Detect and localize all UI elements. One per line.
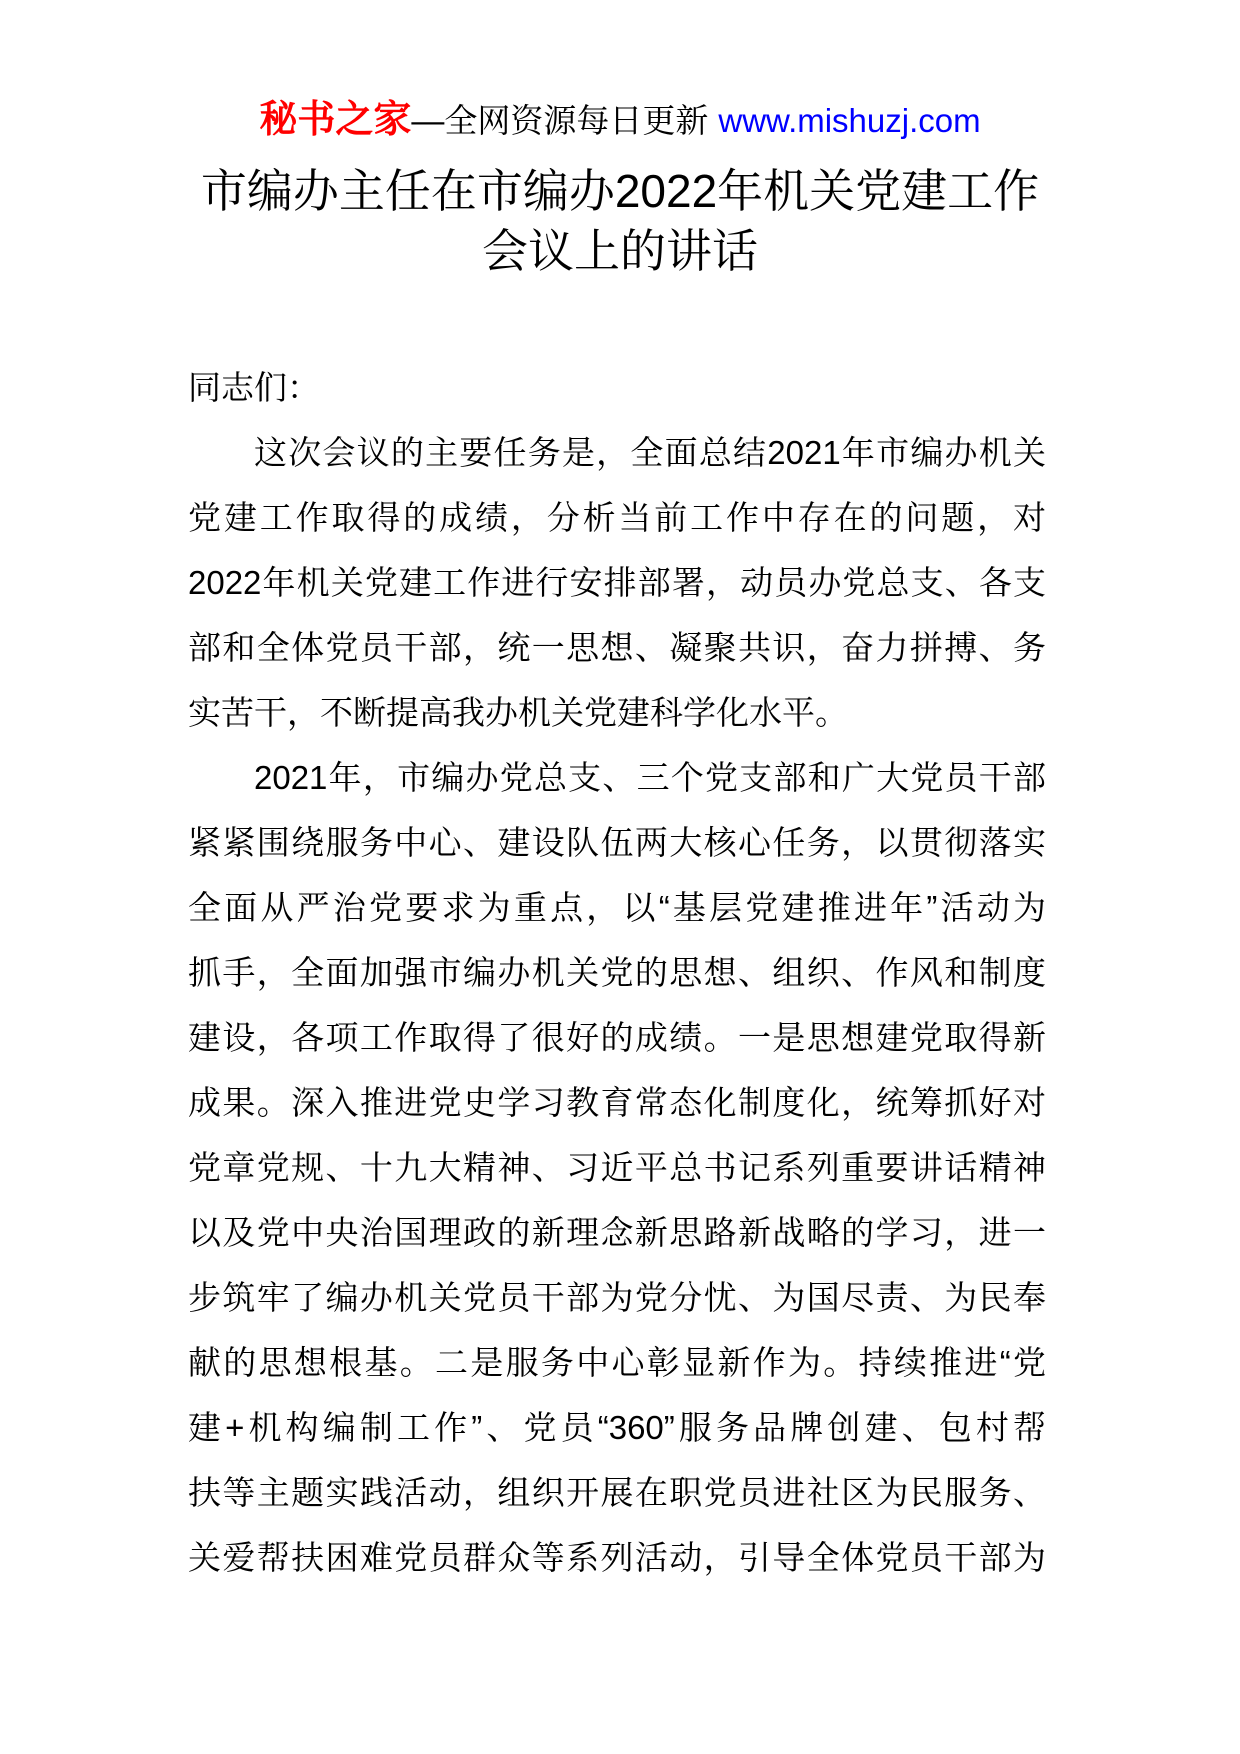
text-line: 全面从严治党要求为重点，以“基层党建推进年”活动为 xyxy=(188,889,1046,926)
site-brand: 秘书之家 xyxy=(259,99,412,141)
document-title-line: 会议上的讲话 xyxy=(482,225,758,277)
paragraph xyxy=(188,420,1046,745)
text-line: 建+机构编制工作”、党员“360”服务品牌创建、包村帮 xyxy=(188,1409,1046,1446)
document-title-line: 市编办主任在市编办2022年机关党建工作 xyxy=(200,165,1040,217)
text-line: 2022年机关党建工作进行安排部署，动员办党总支、各支 xyxy=(188,564,1046,601)
document-body xyxy=(188,355,1046,1590)
text-line: 建设，各项工作取得了很好的成绩。一是思想建党取得新 xyxy=(188,1019,1046,1056)
text-line: 步筑牢了编办机关党员干部为党分忧、为国尽责、为民奉 xyxy=(188,1279,1046,1316)
text-line: 献的思想根基。二是服务中心彰显新作为。持续推进“党 xyxy=(188,1344,1046,1381)
paragraph xyxy=(188,745,1046,1590)
text-line: 党章党规、十九大精神、习近平总书记系列重要讲话精神 xyxy=(188,1149,1046,1186)
site-url-link[interactable]: www.mishuzj.com xyxy=(718,102,981,139)
text-line: 抓手，全面加强市编办机关党的思想、组织、作风和制度 xyxy=(188,954,1046,991)
salutation: 同志们： xyxy=(188,369,320,406)
text-line: 部和全体党员干部，统一思想、凝聚共识，奋力拼搏、务 xyxy=(188,629,1046,666)
text-line: 这次会议的主要任务是，全面总结2021年市编办机关 xyxy=(254,434,1046,471)
text-line: 实苦干，不断提高我办机关党建科学化水平。 xyxy=(188,694,848,731)
site-tagline: —全网资源每日更新 xyxy=(411,102,709,139)
text-line: 以及党中央治国理政的新理念新思路新战略的学习，进一 xyxy=(188,1214,1046,1251)
document-title xyxy=(100,161,1140,281)
text-line: 紧紧围绕服务中心、建设队伍两大核心任务，以贯彻落实 xyxy=(188,824,1046,861)
text-line: 扶等主题实践活动，组织开展在职党员进社区为民服务、 xyxy=(188,1474,1046,1511)
text-line: 成果。深入推进党史学习教育常态化制度化，统筹抓好对 xyxy=(188,1084,1046,1121)
text-line: 党建工作取得的成绩，分析当前工作中存在的问题，对 xyxy=(188,499,1046,536)
text-line: 关爱帮扶困难党员群众等系列活动，引导全体党员干部为 xyxy=(188,1539,1046,1576)
site-header xyxy=(0,98,1240,143)
text-line: 2021年，市编办党总支、三个党支部和广大党员干部 xyxy=(254,759,1046,796)
